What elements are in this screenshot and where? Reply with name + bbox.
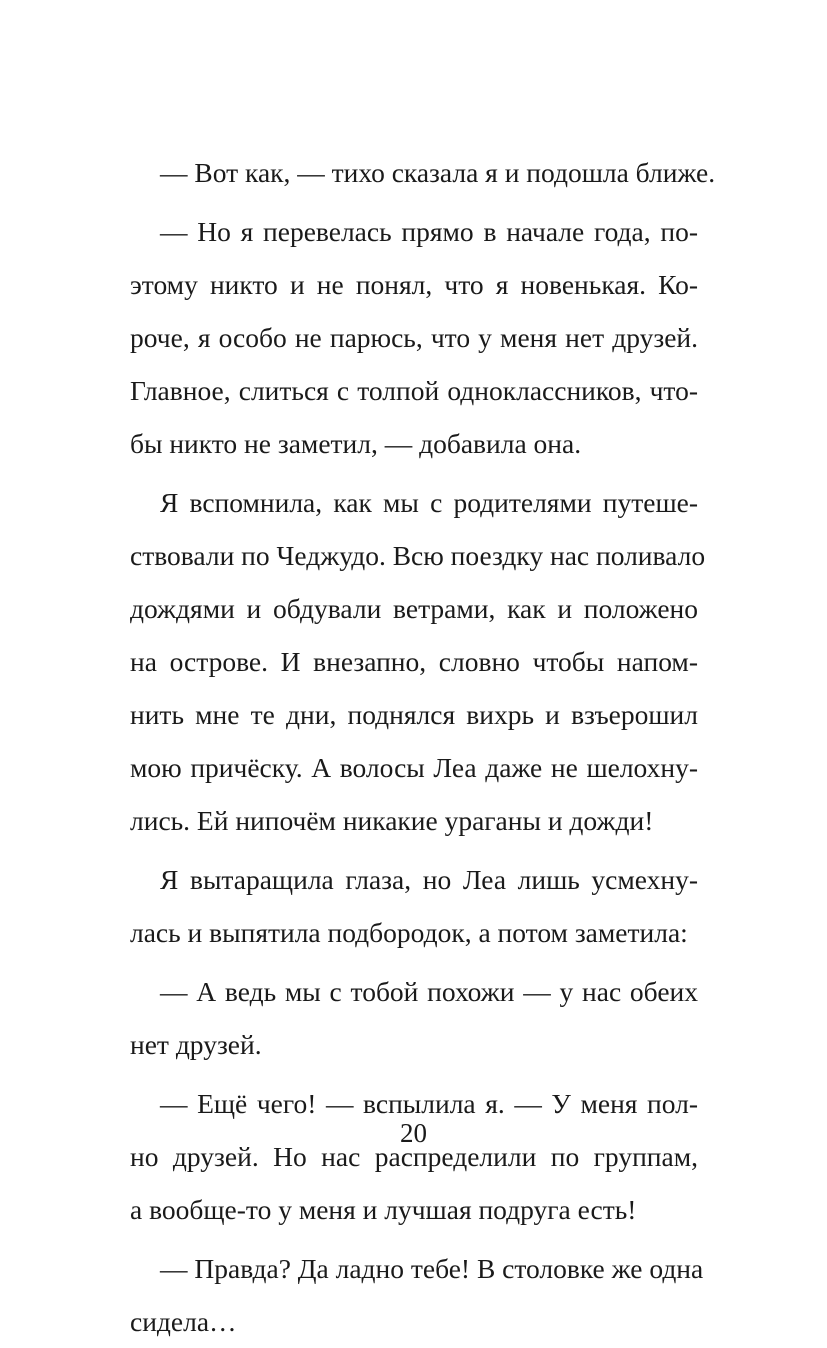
paragraph-line: — Вот как, — тихо сказала я и подошла ближе. (160, 157, 716, 188)
paragraph-line: бы никто не заметил, — добавила она. (130, 428, 582, 459)
paragraph-line: сидела… (130, 1306, 237, 1337)
paragraph-line: нет друзей. (130, 1029, 262, 1060)
paragraph-line: лась и выпятила подбородок, а потом заметила: (130, 917, 688, 948)
paragraph-line: Главное, слиться с толпой одноклассников, что- (130, 375, 698, 406)
body-text (130, 146, 716, 1348)
page-number: 20 (400, 1118, 427, 1148)
paragraph-line: — А ведь мы с тобой похожи — у нас обеих (160, 976, 698, 1007)
paragraph-line: а вообще-то у меня и лучшая подруга есть! (130, 1194, 637, 1225)
paragraph-line: — Но я перевелась прямо в начале года, по- (160, 216, 698, 247)
paragraph-line: Я вытаращила глаза, но Леа лишь усмехну- (160, 864, 698, 895)
paragraph-line: нить мне те дни, поднялся вихрь и взъерошил (130, 699, 698, 730)
paragraph-line: ствовали по Чеджудо. Всю поездку нас поливало (130, 540, 706, 571)
paragraph-line: но друзей. Но нас распределили по группам, (130, 1141, 698, 1172)
paragraph-line: этому никто и не понял, что я новенькая. Ко- (130, 269, 698, 300)
paragraph-line: мою причёску. А волосы Леа даже не шелохну- (130, 752, 698, 783)
paragraph-line: — Ещё чего! — вспылила я. — У меня пол- (160, 1088, 698, 1119)
paragraph-line: роче, я особо не парюсь, что у меня нет друзей. (130, 322, 698, 353)
paragraph-line: на острове. И внезапно, словно чтобы напом- (130, 646, 698, 677)
paragraph-line: Я вспомнила, как мы с родителями путеше- (160, 487, 698, 518)
paragraph-line: лись. Ей нипочём никакие ураганы и дожди! (130, 805, 654, 836)
paragraph-line: дождями и обдували ветрами, как и положено (130, 593, 698, 624)
paragraph-line: — Правда? Да ладно тебе! В столовке же одна (160, 1253, 704, 1284)
